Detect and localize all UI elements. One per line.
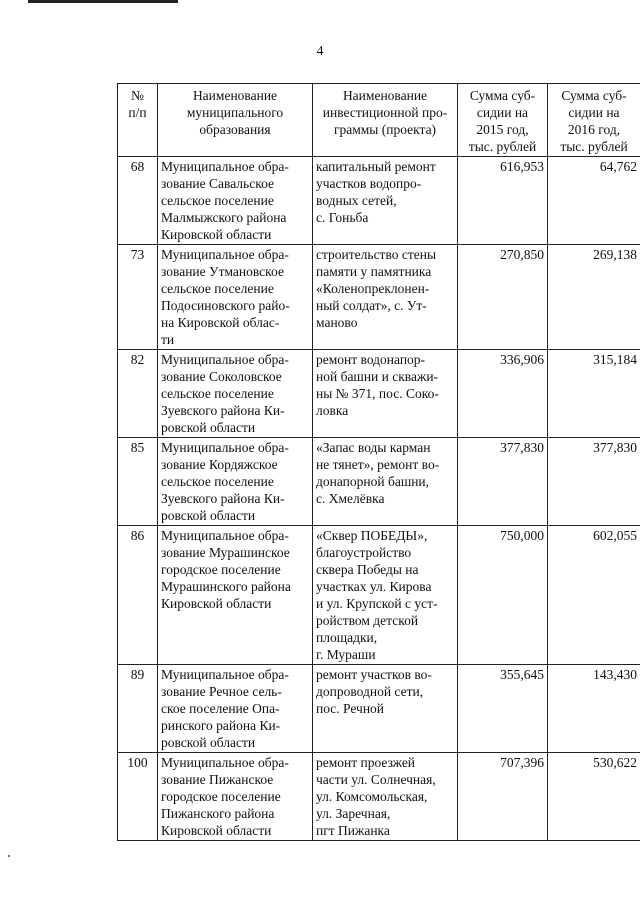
header-number: № п/п — [118, 84, 158, 157]
row-number: 85 — [118, 438, 158, 526]
table-row — [118, 753, 640, 841]
sum-2015-cell: 270,850 — [458, 245, 548, 350]
municipality-cell: Муниципальное обра- зование Утмановское сельское поселение Подосиновского райо- на Кировской облас- ти — [158, 245, 313, 350]
top-rule — [28, 0, 178, 3]
table-row — [118, 157, 640, 245]
sum-2016-cell: 377,830 — [548, 438, 640, 526]
sum-2015-cell: 355,645 — [458, 665, 548, 753]
municipality-cell: Муниципальное обра- зование Мурашинское городское поселение Мурашинского района Кировской области — [158, 526, 313, 665]
table-row — [118, 526, 640, 665]
program-cell: ремонт водонапор- ной башни и скважи- ны № 371, пос. Соко- ловка — [313, 350, 458, 438]
scan-speck — [8, 855, 10, 857]
sum-2015-cell: 707,396 — [458, 753, 548, 841]
municipality-cell: Муниципальное обра- зование Кордяжское сельское поселение Зуевского района Ки- ровской области — [158, 438, 313, 526]
row-number: 82 — [118, 350, 158, 438]
program-cell: «Запас воды карман не тянет», ремонт во- донапорной башни, с. Хмелёвка — [313, 438, 458, 526]
program-cell: капитальный ремонт участков водопро- водных сетей, с. Гоньба — [313, 157, 458, 245]
row-number: 73 — [118, 245, 158, 350]
table-row — [118, 245, 640, 350]
sum-2015-cell: 377,830 — [458, 438, 548, 526]
header-sum-2015: Сумма суб- сидии на 2015 год, тыс. рублей — [458, 84, 548, 157]
table-row — [118, 438, 640, 526]
page-number: 4 — [316, 44, 324, 59]
table-row — [118, 665, 640, 753]
municipality-cell: Муниципальное обра- зование Пижанское городское поселение Пижанского района Кировской области — [158, 753, 313, 841]
municipality-cell: Муниципальное обра- зование Соколовское сельское поселение Зуевского района Ки- ровской области — [158, 350, 313, 438]
table-header-row — [118, 84, 640, 157]
row-number: 86 — [118, 526, 158, 665]
header-municipality: Наименование муниципального образования — [158, 84, 313, 157]
sum-2016-cell: 602,055 — [548, 526, 640, 665]
municipality-cell: Муниципальное обра- зование Речное сель- ское поселение Опа- ринского района Ки- ровской области — [158, 665, 313, 753]
program-cell: строительство стены памяти у памятника «Коленопреклонен- ный солдат», с. Ут- маново — [313, 245, 458, 350]
sum-2016-cell: 530,622 — [548, 753, 640, 841]
header-sum-2016: Сумма суб- сидии на 2016 год, тыс. рублей — [548, 84, 640, 157]
program-cell: ремонт проезжей части ул. Солнечная, ул. Комсомольская, ул. Заречная, пгт Пижанка — [313, 753, 458, 841]
sum-2015-cell: 750,000 — [458, 526, 548, 665]
sum-2015-cell: 336,906 — [458, 350, 548, 438]
program-cell: ремонт участков во- допроводной сети, пос. Речной — [313, 665, 458, 753]
row-number: 100 — [118, 753, 158, 841]
sum-2016-cell: 315,184 — [548, 350, 640, 438]
header-program: Наименование инвестиционной про- граммы (проекта) — [313, 84, 458, 157]
row-number: 89 — [118, 665, 158, 753]
sum-2015-cell: 616,953 — [458, 157, 548, 245]
sum-2016-cell: 64,762 — [548, 157, 640, 245]
program-cell: «Сквер ПОБЕДЫ», благоустройство сквера Победы на участках ул. Кирова и ул. Крупской с уст- ройством детской площадки, г. Мураши — [313, 526, 458, 665]
row-number: 68 — [118, 157, 158, 245]
sum-2016-cell: 269,138 — [548, 245, 640, 350]
table-row — [118, 350, 640, 438]
municipality-cell: Муниципальное обра- зование Савальское сельское поселение Малмыжского района Кировской области — [158, 157, 313, 245]
subsidy-table — [117, 83, 640, 841]
sum-2016-cell: 143,430 — [548, 665, 640, 753]
